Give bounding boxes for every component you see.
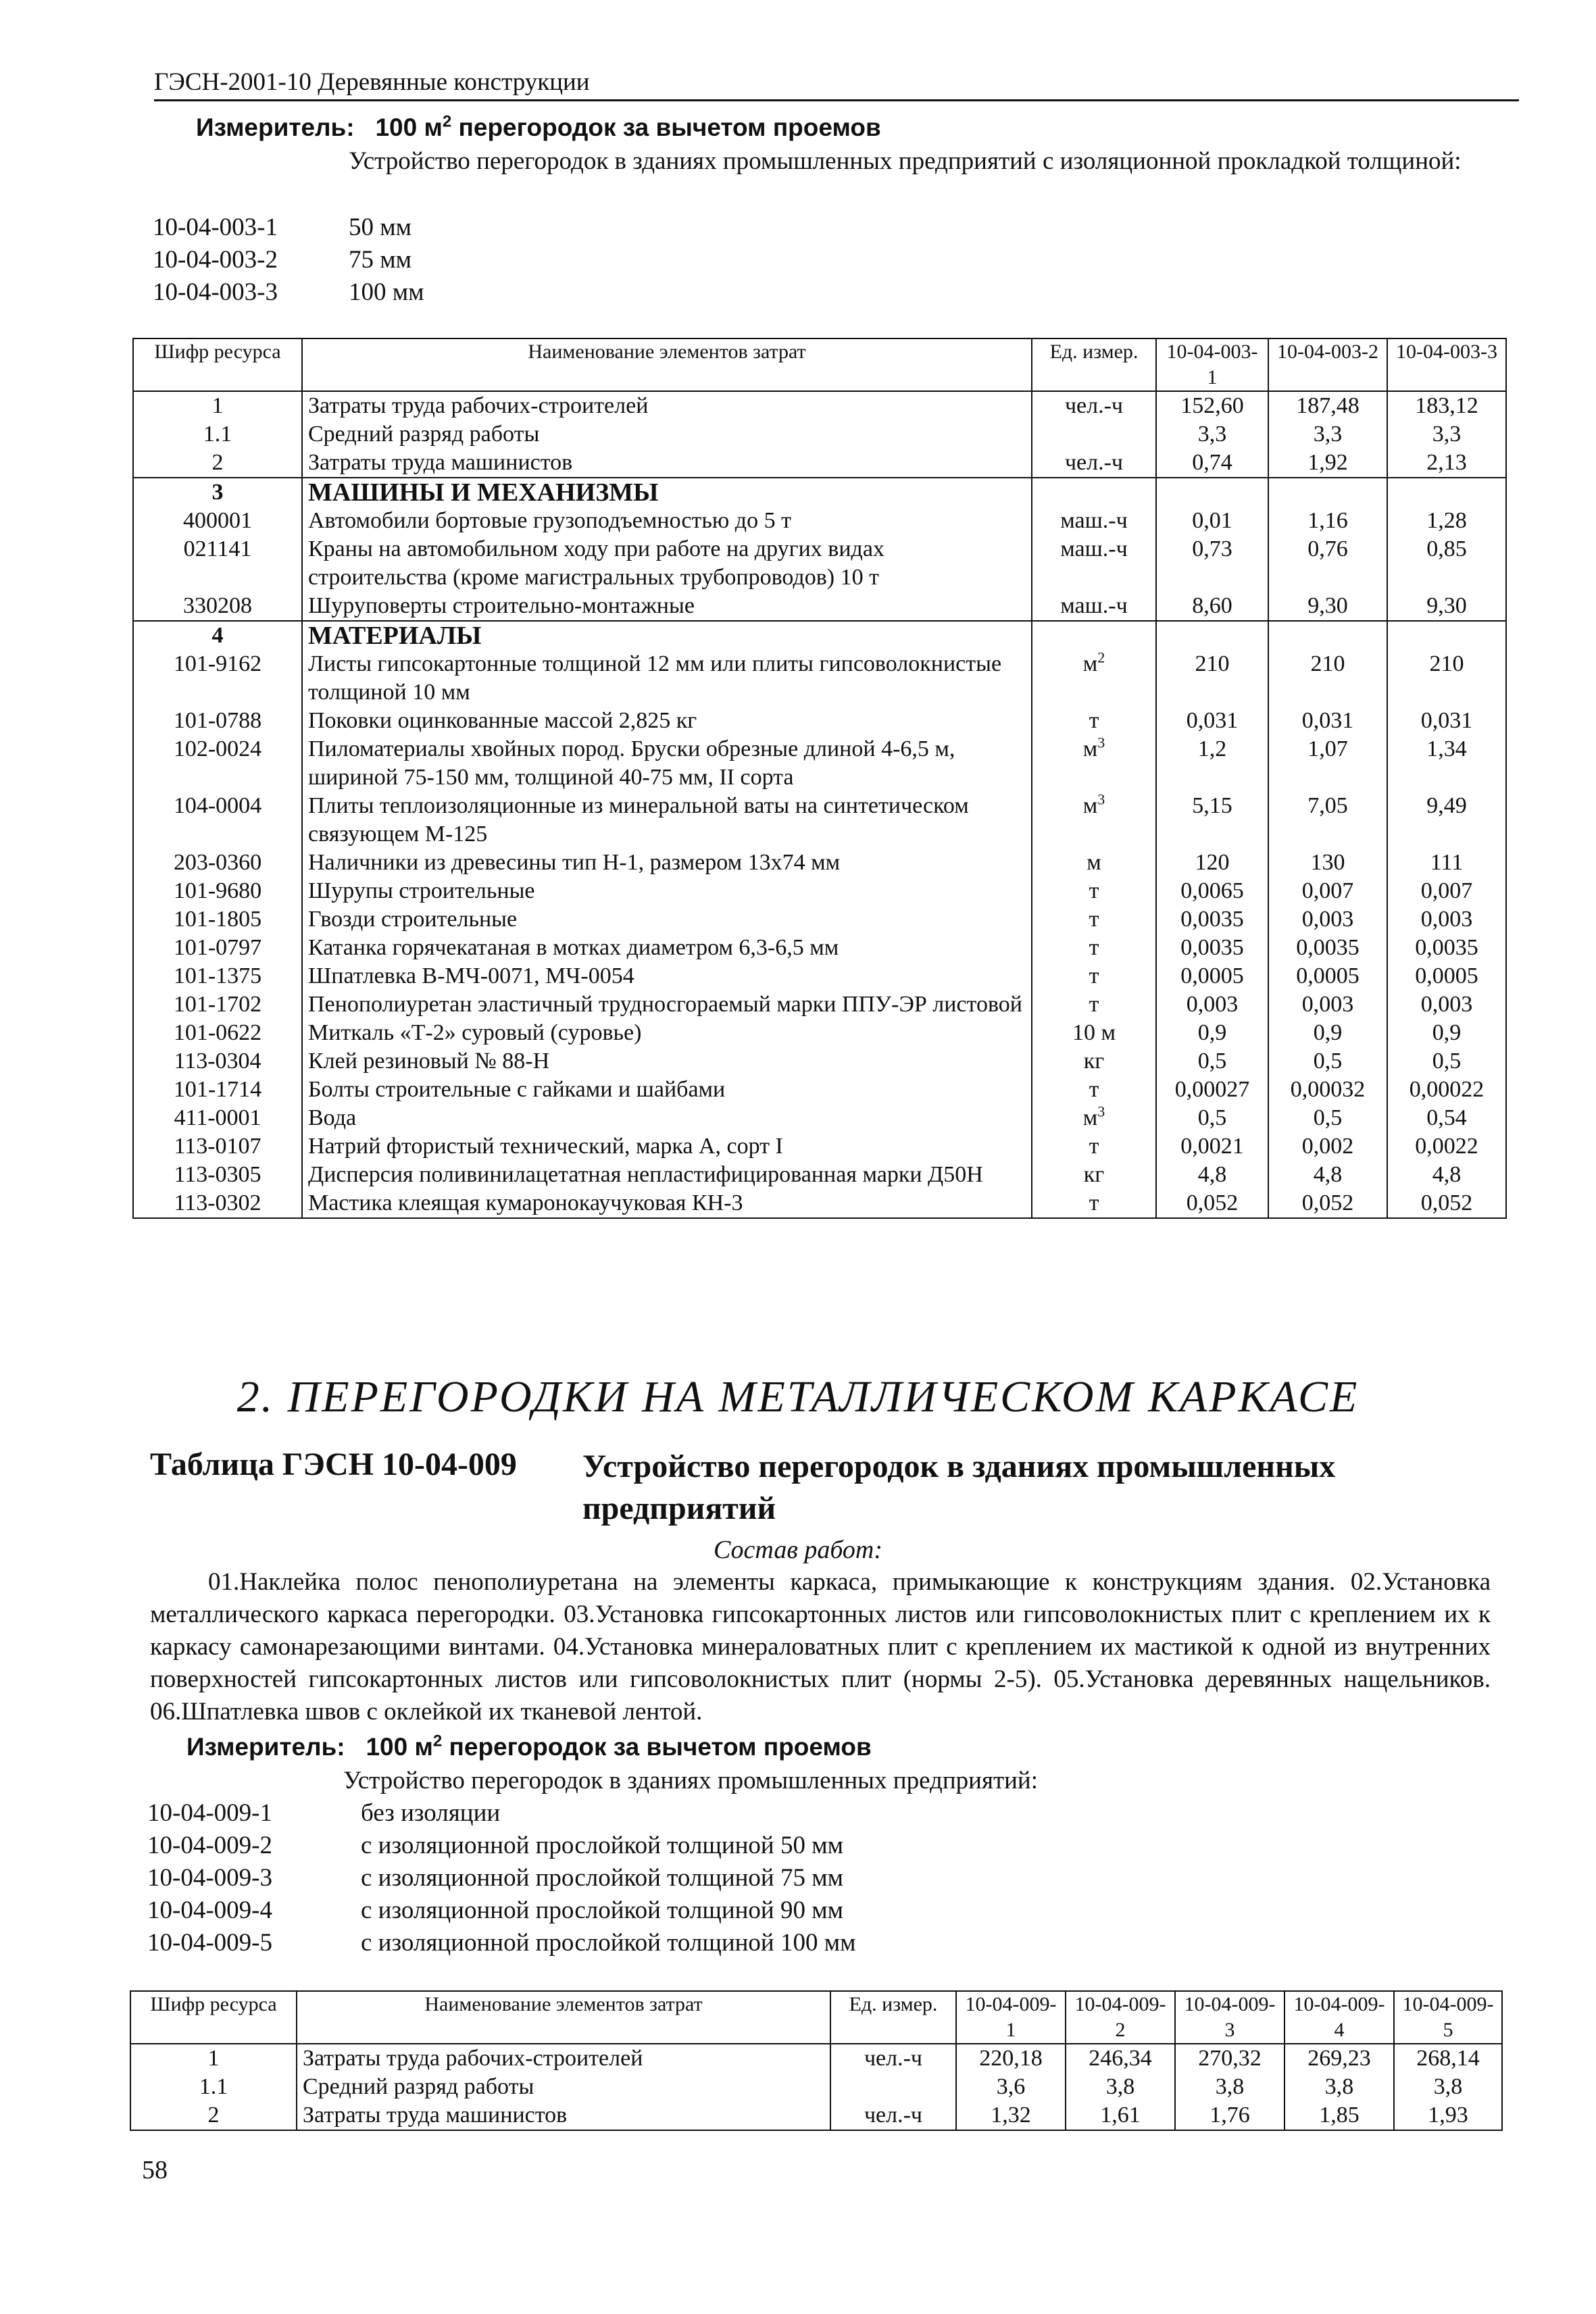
cell-value: 3,3 [1387, 420, 1506, 449]
cell-name: Затраты труда рабочих-строителей [302, 391, 1032, 420]
composition-title: Состав работ: [713, 1536, 883, 1564]
cell-value: 0,5 [1156, 1047, 1268, 1076]
cell-value: 1,32 [956, 2101, 1066, 2130]
table-row [133, 707, 1506, 735]
cell-value [1268, 478, 1387, 507]
cell-value: 1,34 [1387, 735, 1506, 792]
cell-value: 4,8 [1268, 1161, 1387, 1189]
cell-value: 0,0021 [1156, 1132, 1268, 1161]
cell-unit: т [1032, 877, 1156, 905]
meter-line-1 [196, 114, 881, 142]
cell-value: 0,5 [1387, 1047, 1506, 1076]
header-norm: 10-04-003-2 [1268, 338, 1387, 391]
cell-name: Средний разряд работы [297, 2073, 830, 2101]
resource-table-1 [132, 338, 1507, 1219]
table-row [133, 650, 1506, 707]
header-norm: 10-04-009-2 [1066, 1991, 1175, 2044]
cell-unit [1032, 650, 1156, 707]
code-row [153, 211, 424, 244]
cell-value: 0,5 [1268, 1047, 1387, 1076]
cell-name: Затраты труда машинистов [302, 449, 1032, 478]
cell-unit: чел.-ч [830, 2101, 956, 2130]
cell-name: Катанка горячекатаная в мотках диаметром 6,3-6,5 мм [302, 934, 1032, 962]
cell-unit: чел.-ч [1032, 449, 1156, 478]
table-row [133, 391, 1506, 420]
cell-value: 1,92 [1268, 449, 1387, 478]
cell-value: 0,9 [1156, 1019, 1268, 1047]
table-row [133, 1132, 1506, 1161]
header-norm: 10-04-003-3 [1387, 338, 1506, 391]
cell-code: 104-0004 [133, 792, 302, 849]
code: 10-04-003-3 [153, 278, 278, 306]
cell-value: 0,5 [1268, 1104, 1387, 1132]
table-row [133, 507, 1506, 535]
cell-code: 1 [133, 391, 302, 420]
cell-value: 0,9 [1387, 1019, 1506, 1047]
table-row [133, 535, 1506, 592]
table-row [133, 990, 1506, 1019]
cell-name: Натрий фтористый технический, марка А, сорт I [302, 1132, 1032, 1161]
cell-name: Средний разряд работы [302, 420, 1032, 449]
code: 10-04-003-1 [153, 213, 278, 241]
unit-exponent: 2 [1097, 649, 1105, 666]
cell-value: 0,0035 [1268, 934, 1387, 962]
unit-base: м [1082, 1105, 1098, 1130]
cell-value: 152,60 [1156, 391, 1268, 420]
cell-value: 8,60 [1156, 592, 1268, 621]
cell-value: 0,0035 [1156, 934, 1268, 962]
cell-value: 0,052 [1156, 1189, 1268, 1218]
cell-code: 411-0001 [133, 1104, 302, 1132]
table-row [133, 1076, 1506, 1104]
cell-code: 1.1 [130, 2073, 297, 2101]
cell-code: 101-1714 [133, 1076, 302, 1104]
header-code: Шифр ресурса [130, 1991, 297, 2044]
cell-value [1387, 621, 1506, 650]
table-row [130, 2044, 1502, 2073]
cell-value: 0,0022 [1387, 1132, 1506, 1161]
code-text: без изоляции [361, 1799, 501, 1827]
cell-value: 0,003 [1268, 990, 1387, 1019]
cell-value: 0,002 [1268, 1132, 1387, 1161]
code: 10-04-009-2 [147, 1832, 272, 1859]
code-row [147, 1862, 856, 1894]
running-head: ГЭСН-2001-10 Деревянные конструкции [154, 68, 1519, 101]
cell-name: Пенополиуретан эластичный трудносгораемый марки ППУ-ЭР листовой [302, 990, 1032, 1019]
header-unit: Ед. измер. [830, 1991, 956, 2044]
code-list-2 [147, 1797, 856, 1959]
cell-code: 021141 [133, 535, 302, 592]
cell-value: 187,48 [1268, 391, 1387, 420]
cell-name: Поковки оцинкованные массой 2,825 кг [302, 707, 1032, 735]
cell-unit: 10 м [1032, 1019, 1156, 1047]
cell-value: 0,76 [1268, 535, 1387, 592]
cell-name: Миткаль «Т-2» суровый (суровье) [302, 1019, 1032, 1047]
code-row [147, 1830, 856, 1862]
table-caption-text: Устройство перегородок в зданиях промышленных предприятий [582, 1449, 1336, 1526]
code-text: 100 мм [349, 278, 424, 306]
cell-code: 101-9680 [133, 877, 302, 905]
table-body [130, 2044, 1502, 2130]
cell-name: Шуруповерты строительно-монтажные [302, 592, 1032, 621]
cell-value: 1,61 [1066, 2101, 1175, 2130]
cell-name: Гвозди строительные [302, 905, 1032, 934]
table-row [133, 449, 1506, 478]
table-header-row [133, 338, 1506, 391]
cell-code: 101-0622 [133, 1019, 302, 1047]
cell-value: 268,14 [1394, 2044, 1502, 2073]
cell-value: 269,23 [1285, 2044, 1394, 2073]
cell-unit [1032, 792, 1156, 849]
cell-unit [1032, 621, 1156, 650]
cell-value: 111 [1387, 849, 1506, 877]
meter-rest: перегородок за вычетом проемов [442, 1733, 872, 1761]
cell-value: 0,9 [1268, 1019, 1387, 1047]
cell-value: 0,0035 [1387, 934, 1506, 962]
cell-value: 0,007 [1268, 877, 1387, 905]
cell-code: 113-0302 [133, 1189, 302, 1218]
cell-value: 0,74 [1156, 449, 1268, 478]
header-norm: 10-04-003-1 [1156, 338, 1268, 391]
cell-value: 0,003 [1387, 990, 1506, 1019]
cell-unit: т [1032, 905, 1156, 934]
cell-name: МАШИНЫ И МЕХАНИЗМЫ [302, 478, 1032, 507]
cell-value: 1,85 [1285, 2101, 1394, 2130]
code-text: с изоляционной прослойкой толщиной 100 мм [361, 1929, 856, 1957]
code-row [153, 276, 424, 309]
table-row [133, 792, 1506, 849]
cell-value: 2,13 [1387, 449, 1506, 478]
cell-code: 330208 [133, 592, 302, 621]
cell-value: 3,8 [1175, 2073, 1285, 2101]
cell-value: 3,8 [1066, 2073, 1175, 2101]
code: 10-04-003-2 [153, 246, 278, 274]
meter-sup: 2 [432, 1732, 443, 1751]
unit-base: м [1082, 793, 1098, 818]
cell-unit: т [1032, 1189, 1156, 1218]
cell-unit: чел.-ч [1032, 391, 1156, 420]
cell-unit [1032, 735, 1156, 792]
cell-value: 9,30 [1268, 592, 1387, 621]
cell-name: Затраты труда машинистов [297, 2101, 830, 2130]
cell-name: Шпатлевка В-МЧ-0071, МЧ-0054 [302, 962, 1032, 990]
cell-code: 102-0024 [133, 735, 302, 792]
cell-value: 246,34 [1066, 2044, 1175, 2073]
cell-value: 3,3 [1156, 420, 1268, 449]
table-row [130, 2073, 1502, 2101]
cell-unit [1032, 420, 1156, 449]
code-text: с изоляционной прослойкой толщиной 75 мм [361, 1864, 844, 1892]
cell-name: Наличники из древесины тип Н-1, размером 13х74 мм [302, 849, 1032, 877]
cell-value: 0,003 [1387, 905, 1506, 934]
cell-value: 0,003 [1156, 990, 1268, 1019]
header-code: Шифр ресурса [133, 338, 302, 391]
cell-value: 183,12 [1387, 391, 1506, 420]
cell-name: Дисперсия поливинилацетатная непластифицированная марки Д50Н [302, 1161, 1032, 1189]
cell-value: 4,8 [1387, 1161, 1506, 1189]
table-row [133, 592, 1506, 621]
cell-value: 210 [1156, 650, 1268, 707]
cell-value: 0,0005 [1156, 962, 1268, 990]
intro-paragraph-1: Устройство перегородок в зданиях промышленных предприятий с изоляционной прокладкой толщиной: [349, 147, 1462, 175]
table-header-row [130, 1991, 1502, 2044]
code-text: с изоляционной прослойкой толщиной 50 мм [361, 1832, 844, 1859]
table-row [133, 877, 1506, 905]
cell-value: 0,00027 [1156, 1076, 1268, 1104]
cell-code: 203-0360 [133, 849, 302, 877]
meter-value: 100 м [375, 114, 443, 141]
cell-value [1268, 621, 1387, 650]
cell-value: 1,2 [1156, 735, 1268, 792]
composition-text: 01.Наклейка полос пенополиуретана на элементы каркаса, примыкающие к конструкциям здания. 02.Установка металлического каркаса перегородки. 03.Установка гипсокартонных листов или гипсоволокнистых плит с креплением их к каркасу самонарезающими винтами. 04.Установка минераловатных плит с креплением их мастикой к одной из внутренних поверхностей гипсокартонных листов или гипсоволокнистых плит (нормы 2-5). 05.Установка деревянных нащельников. 06.Шпатлевка швов с оклейкой их тканевой лентой. [150, 1568, 1491, 1726]
code-row [153, 244, 424, 276]
cell-value: 0,01 [1156, 507, 1268, 535]
cell-value: 0,052 [1268, 1189, 1387, 1218]
header-norm: 10-04-009-1 [956, 1991, 1066, 2044]
cell-unit: т [1032, 1076, 1156, 1104]
table-row [133, 1104, 1506, 1132]
cell-code: 101-1805 [133, 905, 302, 934]
cell-code: 113-0305 [133, 1161, 302, 1189]
code-text: 50 мм [349, 213, 412, 241]
cell-code: 101-9162 [133, 650, 302, 707]
cell-name: Вода [302, 1104, 1032, 1132]
unit-base: м [1082, 736, 1098, 761]
table-row [133, 621, 1506, 650]
cell-name: Краны на автомобильном ходу при работе на других видах строительства (кроме магистральных трубопроводов) 10 т [302, 535, 1032, 592]
cell-name: Мастика клеящая кумаронокаучуковая КН-3 [302, 1189, 1032, 1218]
cell-value [1156, 478, 1268, 507]
code-row [147, 1894, 856, 1927]
cell-value: 0,007 [1387, 877, 1506, 905]
cell-name: Плиты теплоизоляционные из минеральной ваты на синтетическом связующем М-125 [302, 792, 1032, 849]
cell-value: 0,5 [1156, 1104, 1268, 1132]
cell-value: 0,052 [1387, 1189, 1506, 1218]
cell-value: 1,76 [1175, 2101, 1285, 2130]
cell-code: 2 [133, 449, 302, 478]
table-row [133, 1047, 1506, 1076]
cell-name: Автомобили бортовые грузоподъемностью до 5 т [302, 507, 1032, 535]
cell-value: 0,031 [1268, 707, 1387, 735]
cell-unit: маш.-ч [1032, 507, 1156, 535]
cell-value: 0,85 [1387, 535, 1506, 592]
cell-unit [830, 2073, 956, 2101]
cell-value: 270,32 [1175, 2044, 1285, 2073]
cell-value: 3,3 [1268, 420, 1387, 449]
header-norm: 10-04-009-5 [1394, 1991, 1502, 2044]
cell-code: 1 [130, 2044, 297, 2073]
code-row [147, 1797, 856, 1830]
cell-value: 130 [1268, 849, 1387, 877]
header-norm: 10-04-009-4 [1285, 1991, 1394, 2044]
cell-value: 0,031 [1156, 707, 1268, 735]
cell-name: Болты строительные с гайками и шайбами [302, 1076, 1032, 1104]
meter-label: Измеритель: [196, 114, 355, 141]
cell-code: 113-0107 [133, 1132, 302, 1161]
cell-unit [1032, 478, 1156, 507]
cell-code: 4 [133, 621, 302, 650]
meter-line-2 [186, 1733, 872, 1761]
cell-code: 101-1702 [133, 990, 302, 1019]
cell-value [1387, 478, 1506, 507]
table-row [133, 420, 1506, 449]
code: 10-04-009-1 [147, 1799, 272, 1827]
cell-value: 9,49 [1387, 792, 1506, 849]
header-unit: Ед. измер. [1032, 338, 1156, 391]
cell-value: 0,00022 [1387, 1076, 1506, 1104]
cell-unit: т [1032, 934, 1156, 962]
cell-value: 3,8 [1394, 2073, 1502, 2101]
cell-name: Пиломатериалы хвойных пород. Бруски обрезные длиной 4-6,5 м, шириной 75-150 мм, толщиной 40-75 мм, II сорта [302, 735, 1032, 792]
cell-code: 1.1 [133, 420, 302, 449]
cell-value: 4,8 [1156, 1161, 1268, 1189]
cell-unit: м [1032, 849, 1156, 877]
cell-unit: кг [1032, 1047, 1156, 1076]
cell-value: 5,15 [1156, 792, 1268, 849]
code: 10-04-009-4 [147, 1896, 272, 1924]
cell-value: 210 [1268, 650, 1387, 707]
cell-value: 0,73 [1156, 535, 1268, 592]
cell-code: 400001 [133, 507, 302, 535]
cell-name: Листы гипсокартонные толщиной 12 мм или плиты гипсоволокнистые толщиной 10 мм [302, 650, 1032, 707]
cell-unit: кг [1032, 1161, 1156, 1189]
header-name: Наименование элементов затрат [302, 338, 1032, 391]
cell-value: 0,0005 [1268, 962, 1387, 990]
cell-code: 2 [130, 2101, 297, 2130]
cell-unit: т [1032, 1132, 1156, 1161]
cell-value: 0,031 [1387, 707, 1506, 735]
code-text: с изоляционной прослойкой толщиной 90 мм [361, 1896, 844, 1924]
cell-code: 113-0304 [133, 1047, 302, 1076]
cell-value: 220,18 [956, 2044, 1066, 2073]
cell-value: 0,0035 [1156, 905, 1268, 934]
cell-name: Клей резиновый № 88-Н [302, 1047, 1032, 1076]
resource-table-2 [130, 1990, 1503, 2131]
code-list-1 [153, 211, 424, 309]
meter-rest: перегородок за вычетом проемов [451, 114, 881, 141]
cell-unit: т [1032, 990, 1156, 1019]
cell-value: 0,003 [1268, 905, 1387, 934]
cell-value: 0,0065 [1156, 877, 1268, 905]
cell-unit: маш.-ч [1032, 592, 1156, 621]
cell-value: 0,54 [1387, 1104, 1506, 1132]
table-row [133, 934, 1506, 962]
cell-code: 3 [133, 478, 302, 507]
cell-name: Затраты труда рабочих-строителей [297, 2044, 830, 2073]
cell-value: 9,30 [1387, 592, 1506, 621]
cell-value: 3,8 [1285, 2073, 1394, 2101]
cell-value: 210 [1387, 650, 1506, 707]
header-norm: 10-04-009-3 [1175, 1991, 1285, 2044]
cell-name: Шурупы строительные [302, 877, 1032, 905]
code: 10-04-009-5 [147, 1929, 272, 1957]
cell-code: 101-0797 [133, 934, 302, 962]
cell-unit: т [1032, 962, 1156, 990]
table-row [133, 905, 1506, 934]
cell-code: 101-1375 [133, 962, 302, 990]
section-title: 2. ПЕРЕГОРОДКИ НА МЕТАЛЛИЧЕСКОМ КАРКАСЕ [236, 1372, 1360, 1422]
meter-label: Измеритель: [186, 1733, 345, 1761]
unit-base: м [1082, 651, 1098, 676]
code: 10-04-009-3 [147, 1864, 272, 1892]
table-row [133, 962, 1506, 990]
table-caption-label: Таблица ГЭСН 10-04-009 [150, 1447, 517, 1482]
table-row [133, 849, 1506, 877]
table-row [133, 735, 1506, 792]
table-row [133, 1019, 1506, 1047]
unit-exponent: 3 [1097, 790, 1105, 808]
table-row [133, 478, 1506, 507]
code-row [147, 1927, 856, 1959]
code-text: 75 мм [349, 246, 412, 274]
cell-value: 1,16 [1268, 507, 1387, 535]
cell-value: 3,6 [956, 2073, 1066, 2101]
cell-unit: маш.-ч [1032, 535, 1156, 592]
cell-code: 101-0788 [133, 707, 302, 735]
cell-value: 120 [1156, 849, 1268, 877]
cell-value: 0,00032 [1268, 1076, 1387, 1104]
meter-sup: 2 [442, 112, 452, 131]
unit-exponent: 3 [1097, 734, 1105, 751]
cell-value [1156, 621, 1268, 650]
header-name: Наименование элементов затрат [297, 1991, 830, 2044]
table-row [133, 1189, 1506, 1218]
intro-paragraph-2: Устройство перегородок в зданиях промышленных предприятий: [343, 1767, 1039, 1794]
cell-unit: чел.-ч [830, 2044, 956, 2073]
cell-value: 7,05 [1268, 792, 1387, 849]
cell-value: 1,07 [1268, 735, 1387, 792]
page-number: 58 [142, 2156, 168, 2184]
cell-value: 1,93 [1394, 2101, 1502, 2130]
unit-exponent: 3 [1097, 1103, 1105, 1120]
cell-value: 1,28 [1387, 507, 1506, 535]
cell-unit [1032, 1104, 1156, 1132]
table-row [133, 1161, 1506, 1189]
cell-value: 0,0005 [1387, 962, 1506, 990]
table-row [130, 2101, 1502, 2130]
cell-unit: т [1032, 707, 1156, 735]
meter-value: 100 м [366, 1733, 433, 1761]
table-body [133, 391, 1506, 1218]
cell-name: МАТЕРИАЛЫ [302, 621, 1032, 650]
